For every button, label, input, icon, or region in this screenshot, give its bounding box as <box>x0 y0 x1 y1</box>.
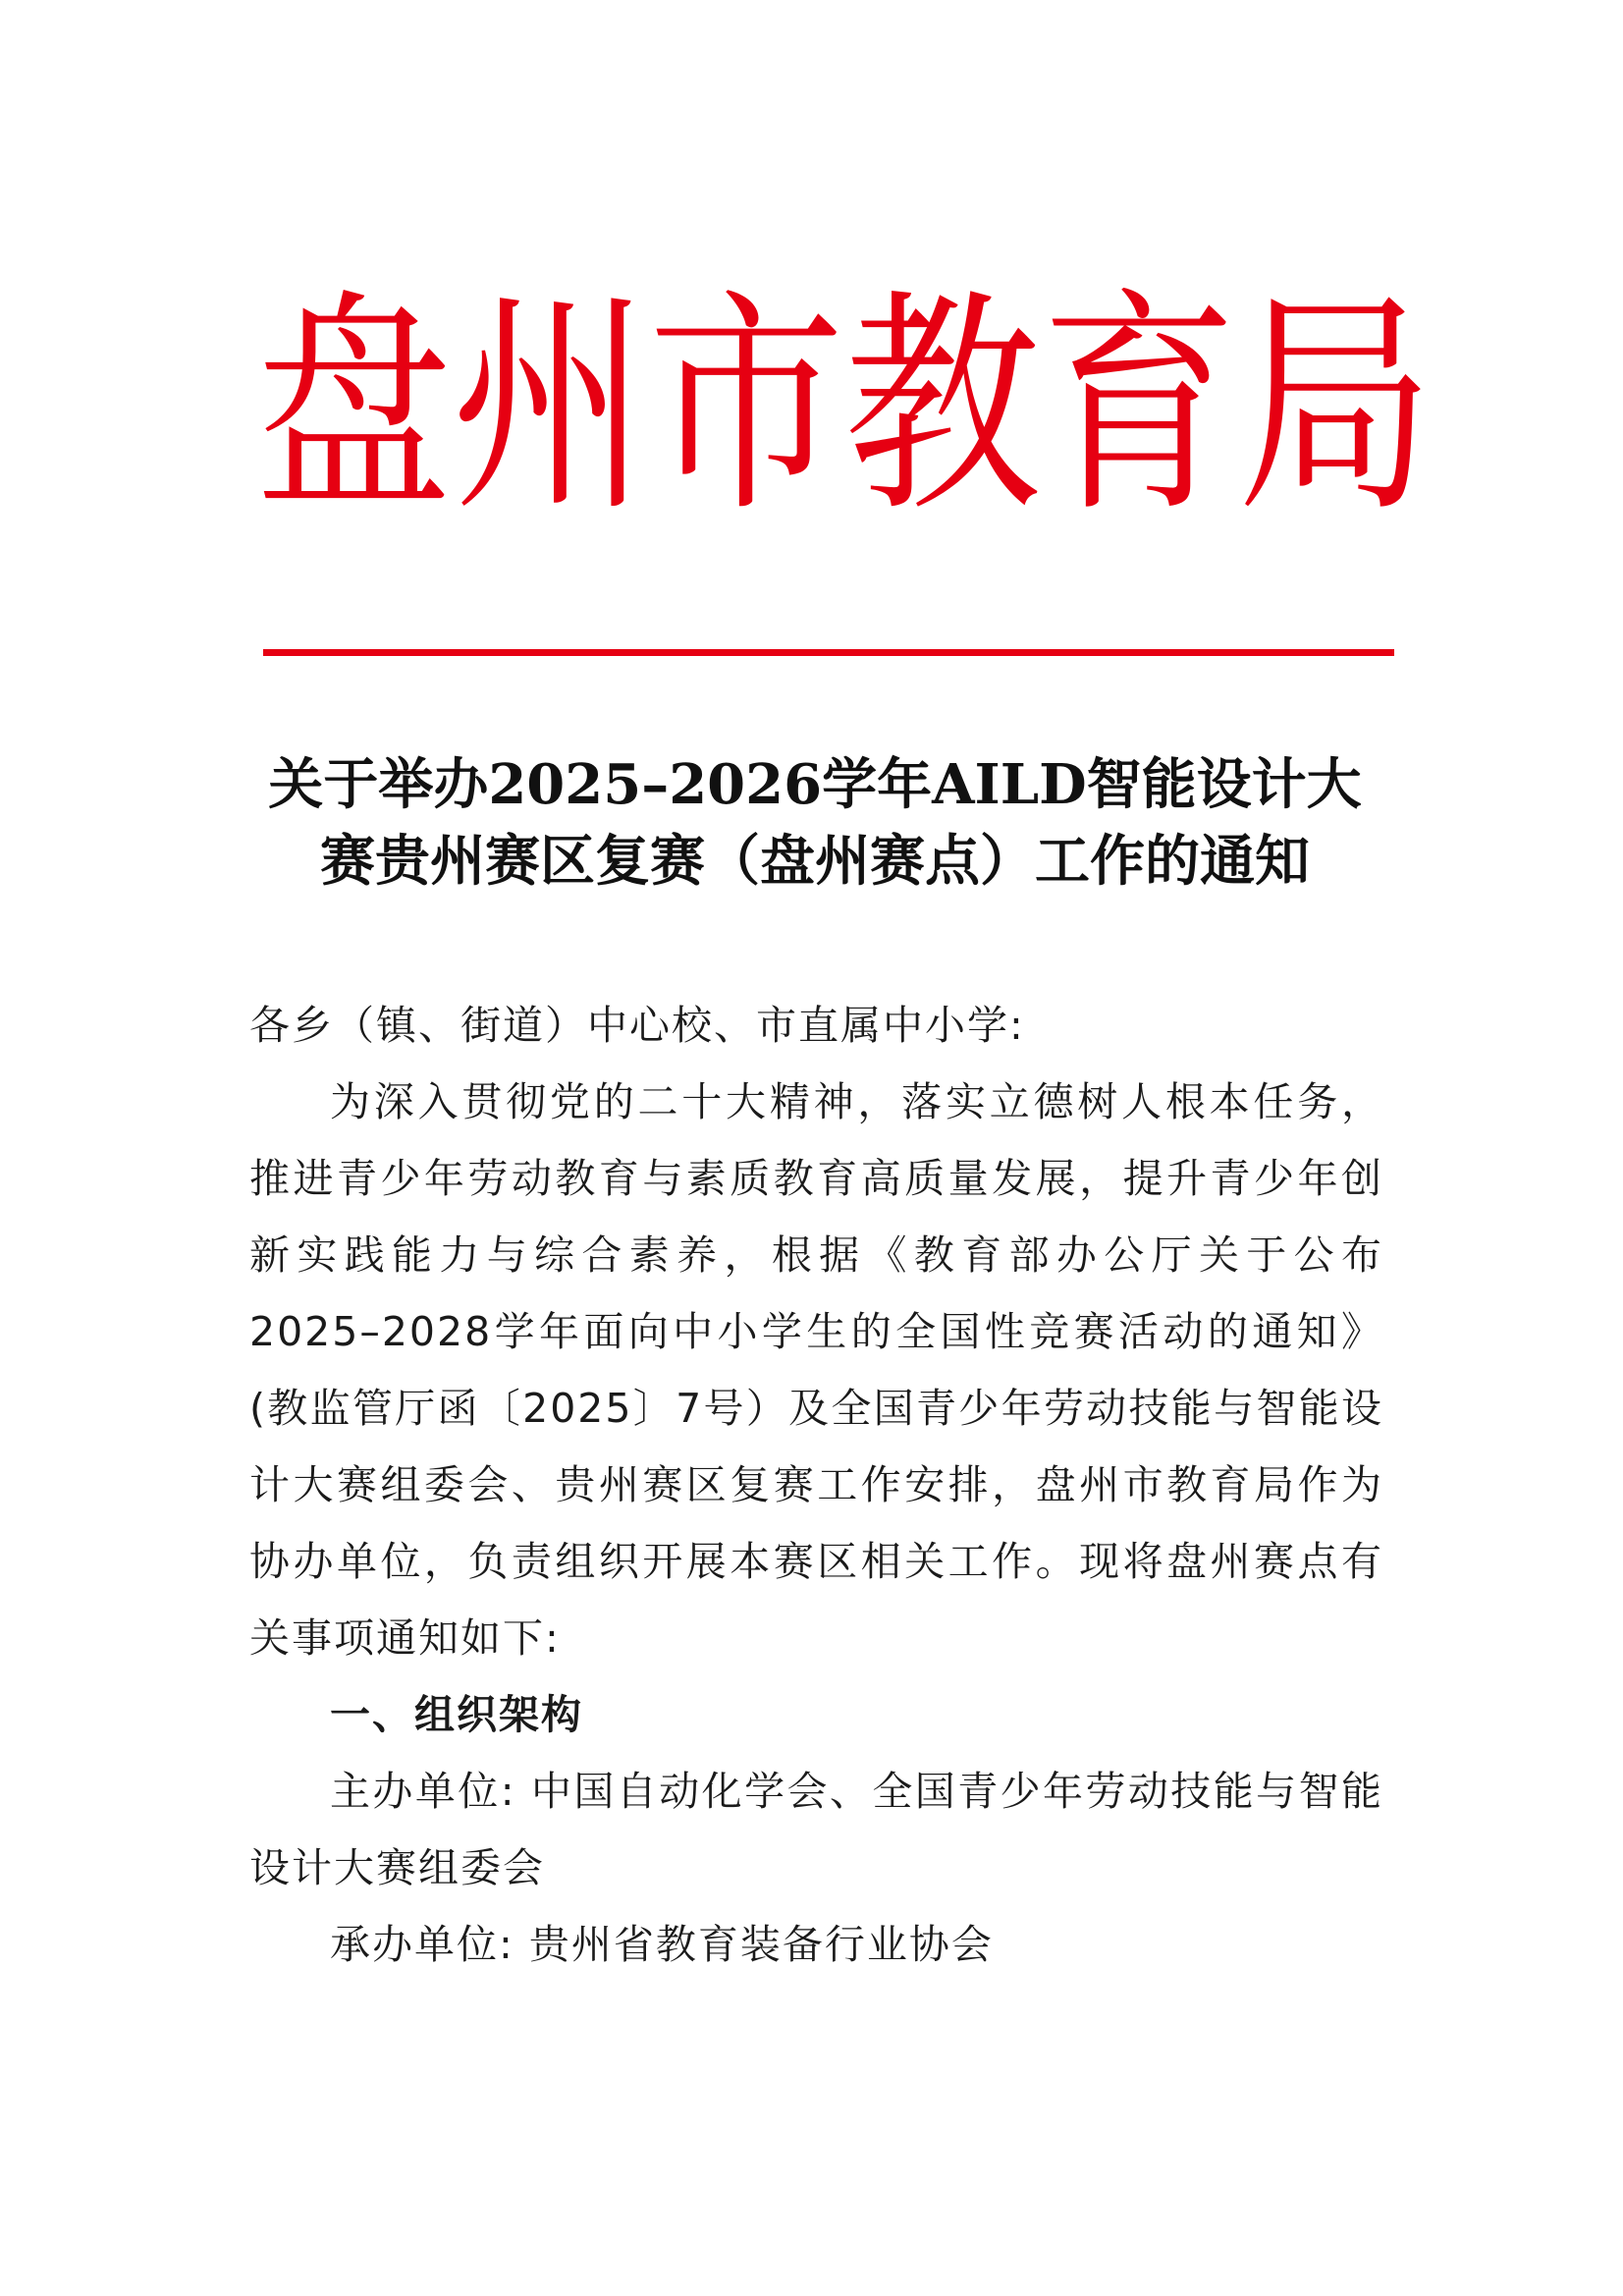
undertaker-line: 承办单位: 贵州省教育装备行业协会 <box>330 1921 994 1968</box>
masthead-char: 局 <box>1237 269 1434 545</box>
masthead-char: 育 <box>1041 269 1238 545</box>
masthead-divider <box>263 649 1394 656</box>
document-title-line-1: 关于举办2025–2026学年AILD智能设计大 <box>268 752 1362 817</box>
masthead-char: 教 <box>844 269 1042 545</box>
document-title <box>236 746 1394 900</box>
masthead-char: 盘 <box>255 269 453 545</box>
document-body <box>249 987 1383 1983</box>
document-title-line-2: 赛贵州赛区复赛（盘州赛点）工作的通知 <box>320 829 1310 894</box>
masthead <box>255 269 1434 545</box>
organizer-line: 主办单位: 中国自动化学会、全国青少年劳动技能与智能设计大赛组委会 <box>249 1768 1383 1891</box>
salutation: 各乡（镇、街道）中心校、市直属中小学: <box>249 1002 1025 1049</box>
intro-paragraph: 为深入贯彻党的二十大精神，落实立德树人根本任务，推进青少年劳动教育与素质教育高质量发展，提升青少年创新实践能力与综合素养，根据《教育部办公厅关于公布2025–2028学年面向中小学生的全国性竞赛活动的通知》(教监管厅函〔2025〕7号）及全国青少年劳动技能与智能设计大赛组委会、贵州赛区复赛工作安排，盘州市教育局作为协办单位，负责组织开展本赛区相关工作。现将盘州赛点有关事项通知如下: <box>249 1078 1383 1662</box>
section-heading-organization: 一、组织架构 <box>330 1691 583 1738</box>
masthead-char: 州 <box>452 269 649 545</box>
masthead-char: 市 <box>648 269 845 545</box>
